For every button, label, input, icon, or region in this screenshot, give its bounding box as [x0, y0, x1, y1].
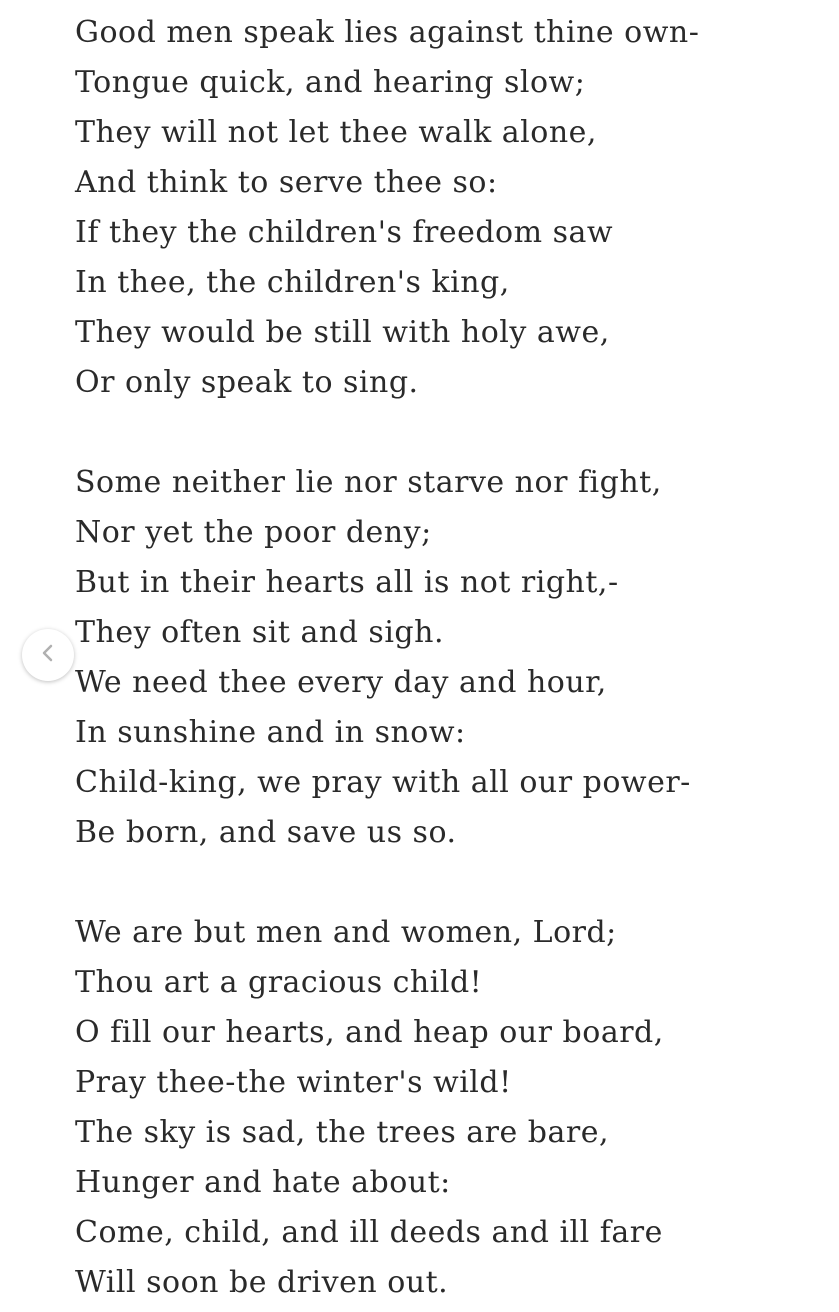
poem-line: O fill our hearts, and heap our board,: [75, 1015, 664, 1050]
poem-line: Or only speak to sing.: [75, 365, 419, 400]
poem-text: [75, 8, 815, 1308]
poem-line: They often sit and sigh.: [75, 615, 444, 650]
poem-line: We are but men and women, Lord;: [75, 915, 617, 950]
poem-line: Some neither lie nor starve nor fight,: [75, 465, 662, 500]
poem-line: Will soon be driven out.: [75, 1265, 449, 1300]
poem-line: And think to serve thee so:: [75, 165, 498, 200]
poem-line: Hunger and hate about:: [75, 1165, 451, 1200]
poem-line: Nor yet the poor deny;: [75, 515, 432, 550]
poem-line: In sunshine and in snow:: [75, 715, 466, 750]
poem-line: Thou art a gracious child!: [75, 965, 483, 1000]
stanza-1: [75, 8, 815, 408]
stanza-3: [75, 908, 815, 1308]
poem-line: But in their hearts all is not right,-: [75, 565, 619, 600]
poem-line: We need thee every day and hour,: [75, 665, 607, 700]
poem-line: Pray thee-the winter's wild!: [75, 1065, 512, 1100]
carousel-prev-button[interactable]: [22, 629, 74, 681]
poem-line: Child-king, we pray with all our power-: [75, 765, 691, 800]
poem-line: They will not let thee walk alone,: [75, 115, 597, 150]
poem-line: They would be still with holy awe,: [75, 315, 610, 350]
poem-line: Good men speak lies against thine own-: [75, 15, 700, 50]
poem-line: The sky is sad, the trees are bare,: [75, 1115, 610, 1150]
chevron-left-icon: [38, 643, 58, 668]
poem-line: If they the children's freedom saw: [75, 215, 614, 250]
poem-line: Tongue quick, and hearing slow;: [75, 65, 586, 100]
stanza-2: [75, 458, 815, 858]
poem-line: Be born, and save us so.: [75, 815, 457, 850]
poem-line: Come, child, and ill deeds and ill fare: [75, 1215, 663, 1250]
poem-line: In thee, the children's king,: [75, 265, 510, 300]
